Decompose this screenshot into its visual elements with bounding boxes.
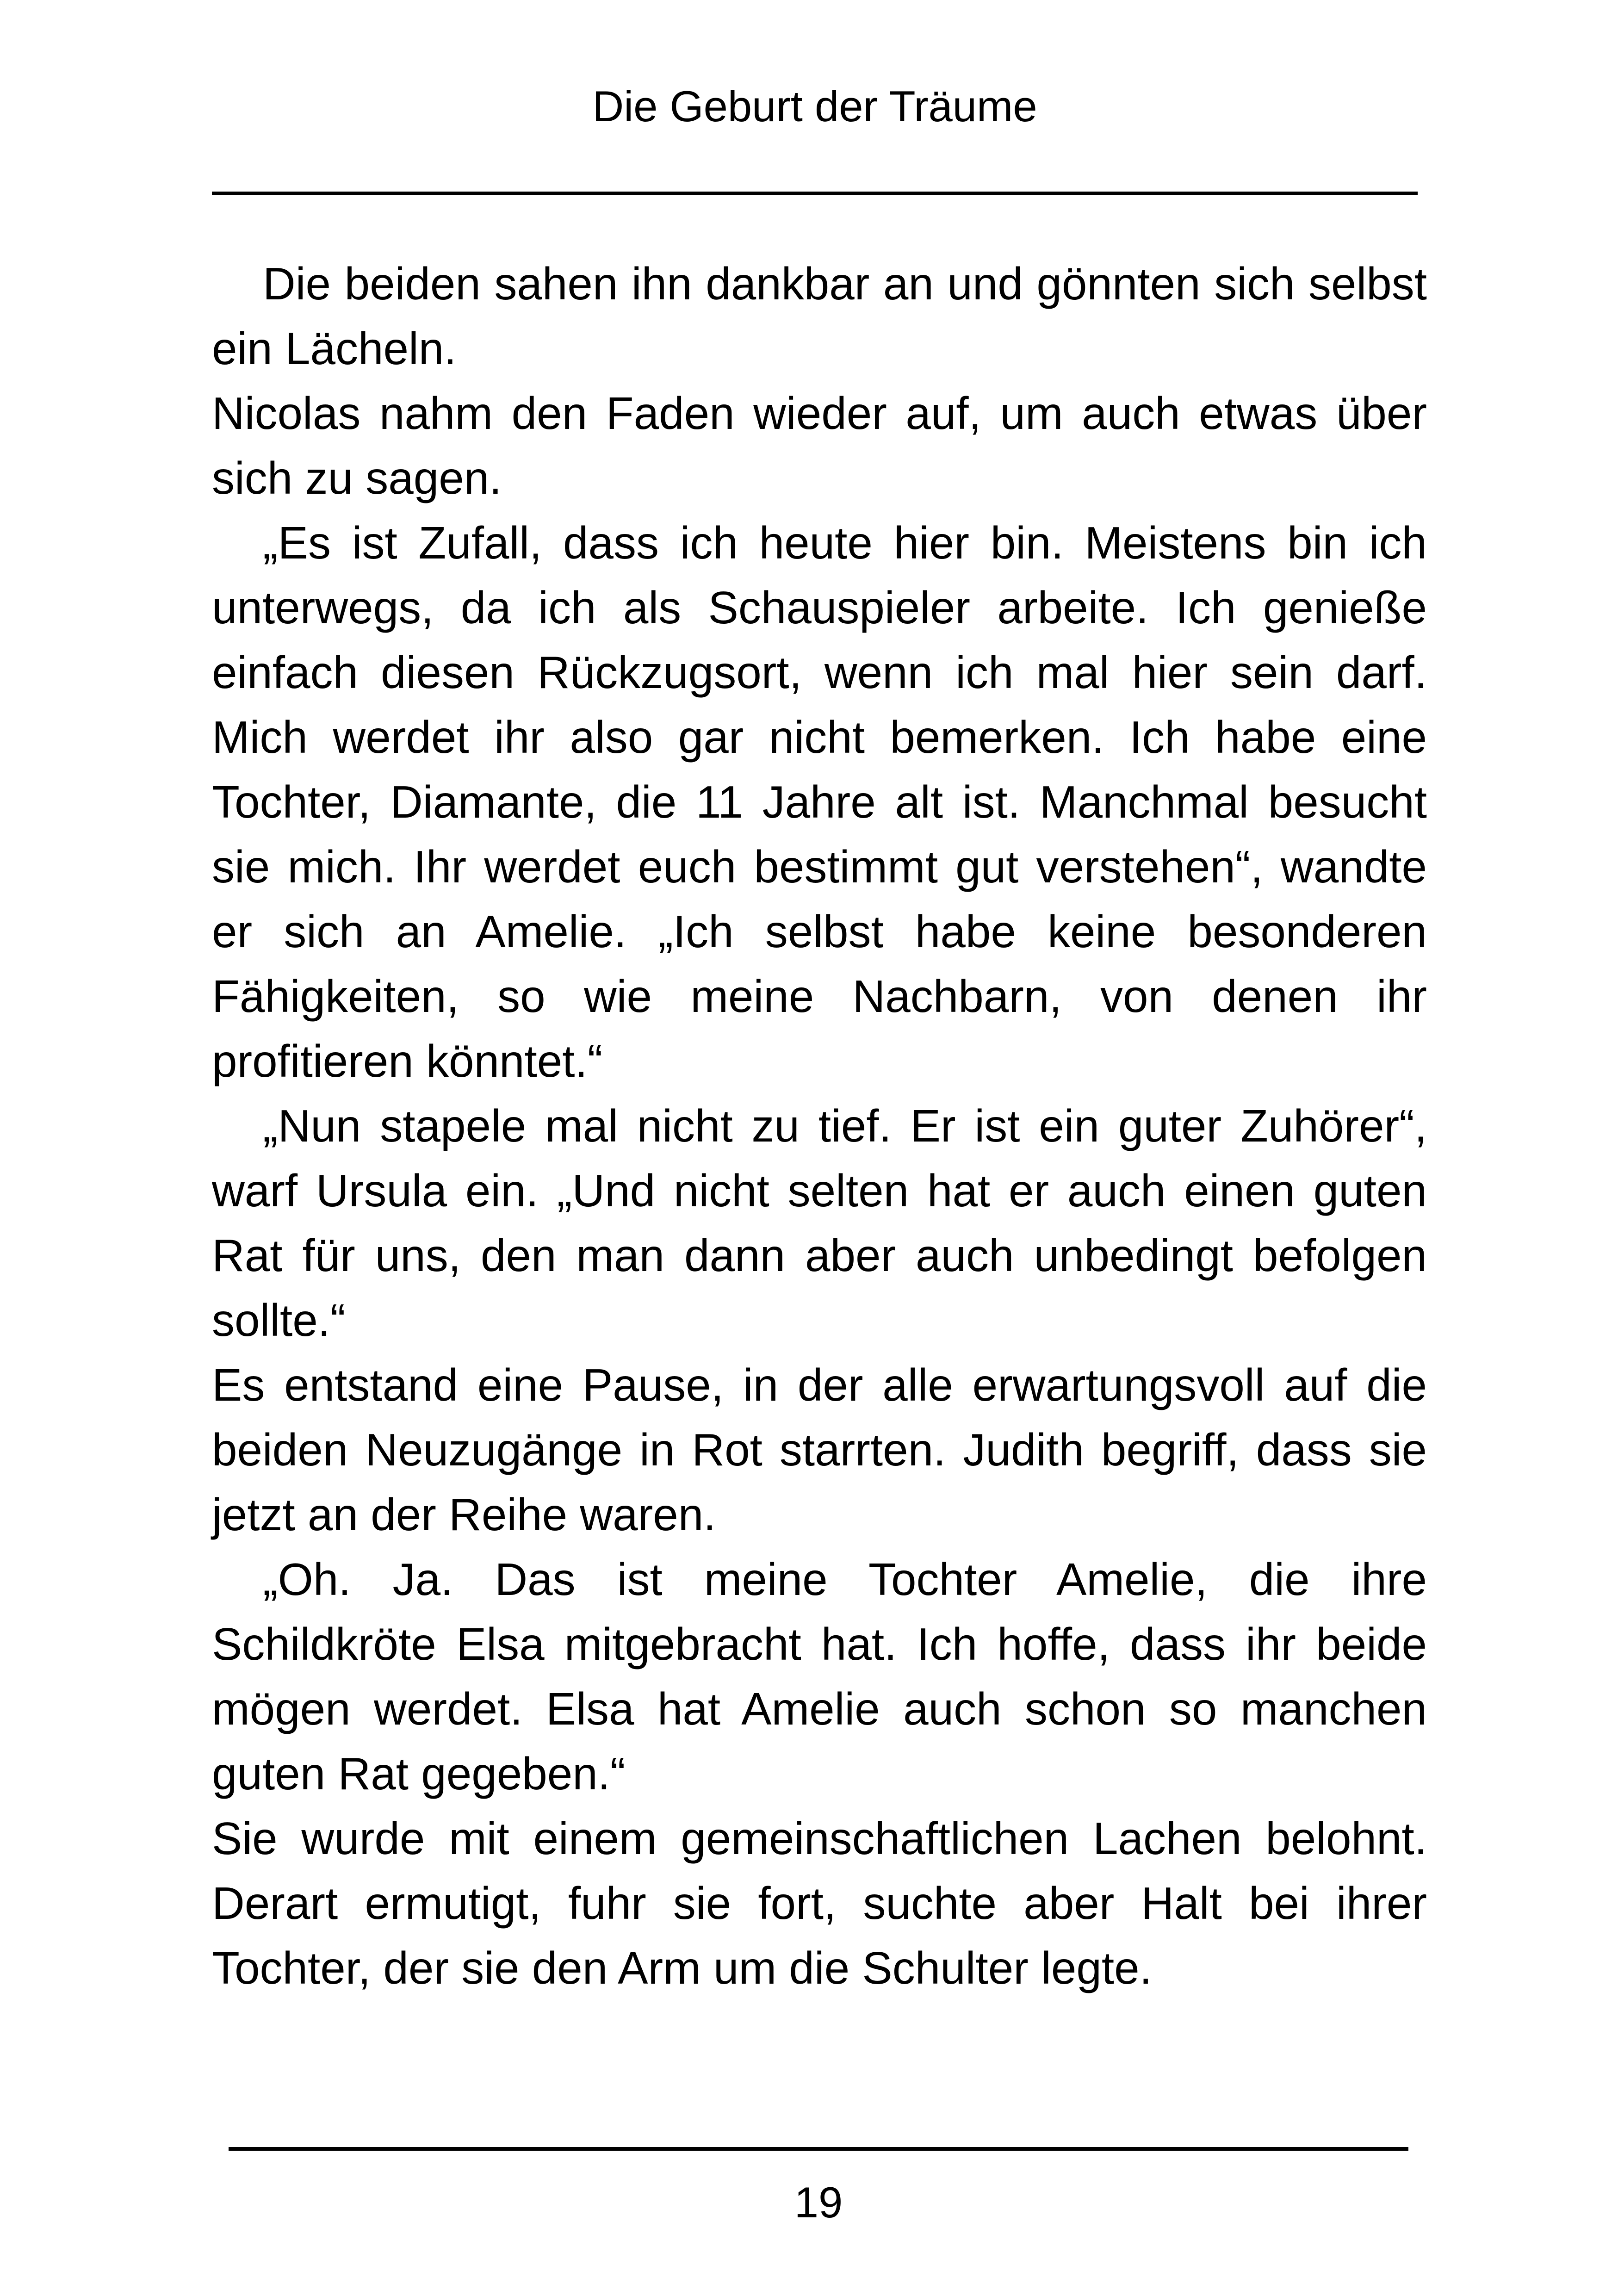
page-number: 19 bbox=[794, 2178, 843, 2227]
paragraph-2: Nicolas nahm den Faden wieder auf, um auch etwas über sich zu sagen. bbox=[212, 388, 1427, 503]
paragraph-7: Sie wurde mit einem gemeinschaftlichen Lachen belohnt. Derart ermutigt, fuhr sie fort, suchte aber Halt bei ihrer Tochter, der sie den Arm um die Schulter legte. bbox=[212, 1813, 1427, 1993]
body-text bbox=[212, 251, 1427, 2000]
paragraph-5: Es entstand eine Pause, in der alle erwartungsvoll auf die beiden Neuzugänge in Rot starrten. Judith begriff, dass sie jetzt an der Reihe waren. bbox=[212, 1359, 1427, 1540]
footer-divider bbox=[229, 2147, 1408, 2151]
paragraph-6: „Oh. Ja. Das ist meine Tochter Amelie, die ihre Schildkröte Elsa mitgebracht hat. Ich hoffe, dass ihr beide mögen werdet. Elsa hat Amelie auch schon so manchen guten Rat gegeben.“ bbox=[212, 1554, 1427, 1799]
paragraph-1: Die beiden sahen ihn dankbar an und gönnten sich selbst ein Lächeln. bbox=[212, 258, 1427, 374]
running-header: Die Geburt der Träume bbox=[592, 82, 1037, 130]
paragraph-3: „Es ist Zufall, dass ich heute hier bin. Meistens bin ich unterwegs, da ich als Schauspieler arbeite. Ich genieße einfach diesen Rückzugsort, wenn ich mal hier sein darf. Mich werdet ihr also gar nicht bemerken. Ich habe eine Tochter, Diamante, die 11 Jahre alt ist. Manchmal besucht sie mich. Ihr werdet euch bestimmt gut verstehen“, wandte er sich an Amelie. „Ich selbst habe keine besonderen Fähigkeiten, so wie meine Nachbarn, von denen ihr profitieren könntet.“ bbox=[212, 517, 1427, 1086]
header-divider bbox=[212, 192, 1418, 195]
paragraph-4: „Nun stapele mal nicht zu tief. Er ist ein guter Zuhörer“, warf Ursula ein. „Und nicht selten hat er auch einen guten Rat für uns, den man dann aber auch unbedingt befolgen sollte.“ bbox=[212, 1100, 1427, 1346]
